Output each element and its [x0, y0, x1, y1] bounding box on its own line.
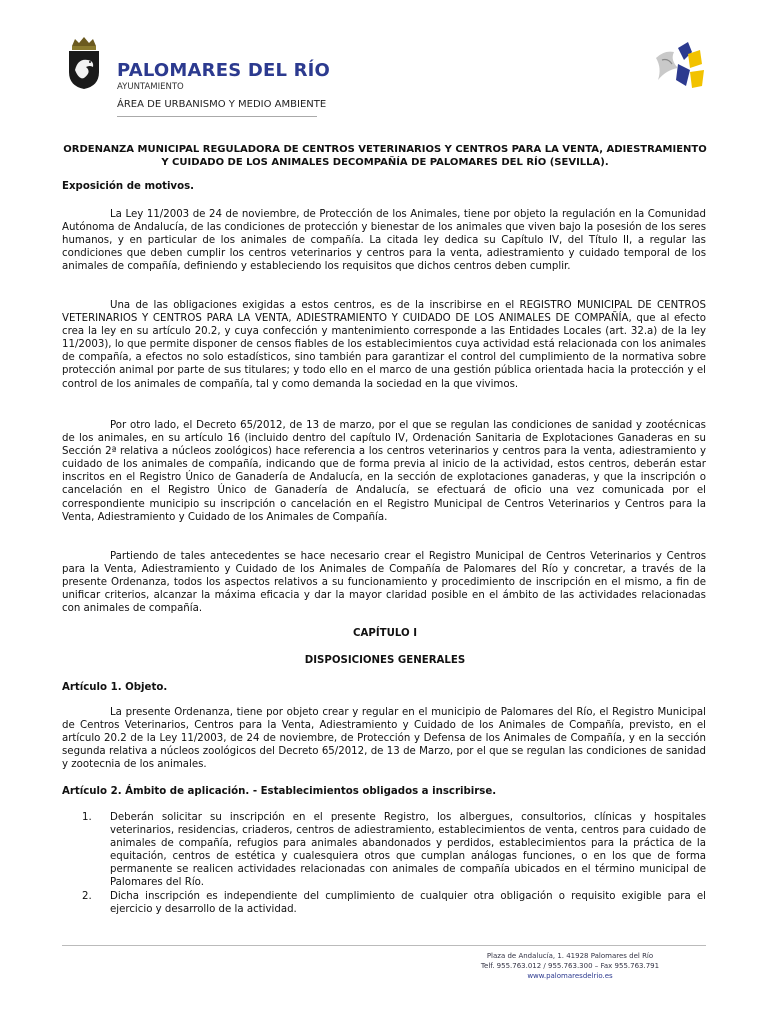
list-item-number: 1. — [82, 812, 92, 823]
town-subtitle: AYUNTAMIENTO — [117, 82, 184, 92]
list-item-number: 2. — [82, 891, 92, 902]
article-1-text: La presente Ordenanza, tiene por objeto crear y regular en el municipio de Palomares del Río, el Registro Municipal de Centros Veterinarios, Centros para la Venta, Adiestramiento y Cuidado de los Animales de Compañía, previsto, en el artículo 20.2 de la Ley 11/2003, de 24 de noviembre, de Protección y Defensa de los Animales de Compañía, y en la sección segunda relativa a núcleos zoológicos del Decreto 65/2012, de 13 de Marzo, por el que se regulan las condiciones de sanidad y zootecnia de los animales. — [62, 707, 706, 771]
header-divider — [117, 116, 317, 117]
paragraph-3: Por otro lado, el Decreto 65/2012, de 13 de marzo, por el que se regulan las condiciones de sanidad y zootécnicas de los animales, en su artículo 16 (incluido dentro del capítulo IV, Ordenación Sanitaria de Explotaciones Ganaderas en su Sección 2ª relativa a núcleos zoológicos) hace referencia a los centros veterinarios y centros para la venta, adiestramiento y cuidado de los animales de compañía, indicando que de forma previa al inicio de la actividad, estos centros, deberán estar inscritos en el Registro Único de Ganadería de Andalucía, en la sección de explotaciones ganaderas, y que la inscripción o cancelación en el Registro Único de Ganadería de Andalucía, se efectuará de oficio una vez comunicada por el correspondiente municipio su inscripción o cancelación en el Registro Municipal de Centros Veterinarios y Centros para la Venta, Adiestramiento y Cuidado de los Animales de Compañía. — [62, 420, 706, 523]
article-2-heading: Artículo 2. Ámbito de aplicación. - Establecimientos obligados a inscribirse. — [62, 786, 497, 797]
article-1-heading: Artículo 1. Objeto. — [62, 682, 168, 693]
list-item — [82, 890, 706, 916]
paragraph-4: Partiendo de tales antecedentes se hace necesario crear el Registro Municipal de Centros Veterinarios y Centros para la Venta, Adiestramiento y Cuidado de los Animales de Compañía de Palomares del Río y concretar, a través de la presente Ordenanza, todos los aspectos relativos a su funcionamiento y procedimiento de inscripción en el mismo, a fin de unificar criterios, alcanzar la máxima eficacia y dar la mayor claridad posible en el ámbito de las actividades relacionadas con animales de compañía. — [62, 551, 706, 615]
department-title: ÁREA DE URBANISMO Y MEDIO AMBIENTE — [117, 99, 327, 110]
footer — [470, 951, 670, 981]
list-item-text: Dicha inscripción es independiente del cumplimiento de cualquier otra obligación o requisito exigible para el ejercicio y desarrollo de la actividad. — [110, 891, 706, 916]
list-item-text: Deberán solicitar su inscripción en el presente Registro, los albergues, consultorios, clínicas y hospitales veterinarios, residencias, criaderos, centros de adiestramiento, establecimientos de venta, centros para cuidado de animales de compañía, refugios para animales abandonados y perdidos, establecimientos para la práctica de la equitación, centros de estética y cualesquiera otros que cumplan análogas funciones, o en los que de forma permanente se realicen actividades relacionadas con animales de compañía ubicados en el término municipal de Palomares del Río. — [110, 812, 706, 889]
document-title: ORDENANZA MUNICIPAL REGULADORA DE CENTROS VETERINARIOS Y CENTROS PARA LA VENTA, ADIESTRAMIENTO Y CUIDADO DE LOS ANIMALES DECOMPAÑÍA DE PALOMARES DEL RÍO (SEVILLA). — [63, 144, 707, 168]
coat-of-arms-icon — [66, 36, 102, 90]
list-item — [82, 811, 706, 890]
chapter-number: CAPÍTULO I — [353, 628, 417, 639]
section-heading-exposicion: Exposición de motivos. — [62, 181, 195, 192]
footer-divider — [62, 945, 706, 946]
municipal-logo-icon — [648, 40, 710, 92]
footer-address: Plaza de Andalucía, 1. 41928 Palomares del Río — [486, 952, 654, 960]
paragraph-2: Una de las obligaciones exigidas a estos centros, es de la inscribirse en el REGISTRO MUNICIPAL DE CENTROS VETERINARIOS Y CENTROS PARA LA VENTA, ADIESTRAMIENTO Y CUIDADO DE LOS ANIMALES DE COMPAÑÍA, que al efecto crea la ley en su artículo 20.2, y cuya confección y mantenimiento corresponde a las Entidades Locales (art. 32.a) de la ley 11/2003), lo que permite disponer de censos fiables de los establecimientos cuya actividad está relacionada con los animales de compañía, a efectos no solo estadísticos, sino también para garantizar el control del cumplimiento de la normativa sobre protección animal por parte de sus titulares; y todo ello en el marco de una gestión pública orientada hacia la protección y el control de los animales de compañía, tal y como demanda la sociedad en la que vivimos. — [62, 300, 706, 390]
paragraph-1: La Ley 11/2003 de 24 de noviembre, de Protección de los Animales, tiene por objeto la regulación en la Comunidad Autónoma de Andalucía, de las condiciones de protección y bienestar de los animales que viven bajo la posesión de los seres humanos, y en particular de los animales de compañía. La citada ley dedica su Capítulo IV, del Título II, a regular las condiciones que deben cumplir los centros veterinarios y centros para la venta, adiestramiento y cuidado temporal de los animales de compañía, definiendo y estableciendo los requisitos que dichos centros deben cumplir. — [62, 209, 706, 273]
footer-website-link[interactable]: www.palomaresdelrio.es — [527, 972, 613, 980]
town-name: PALOMARES DEL RÍO — [117, 60, 331, 81]
footer-phones: Telf. 955.763.012 / 955.763.300 – Fax 955.763.791 — [480, 962, 660, 970]
chapter-title: DISPOSICIONES GENERALES — [304, 655, 466, 666]
